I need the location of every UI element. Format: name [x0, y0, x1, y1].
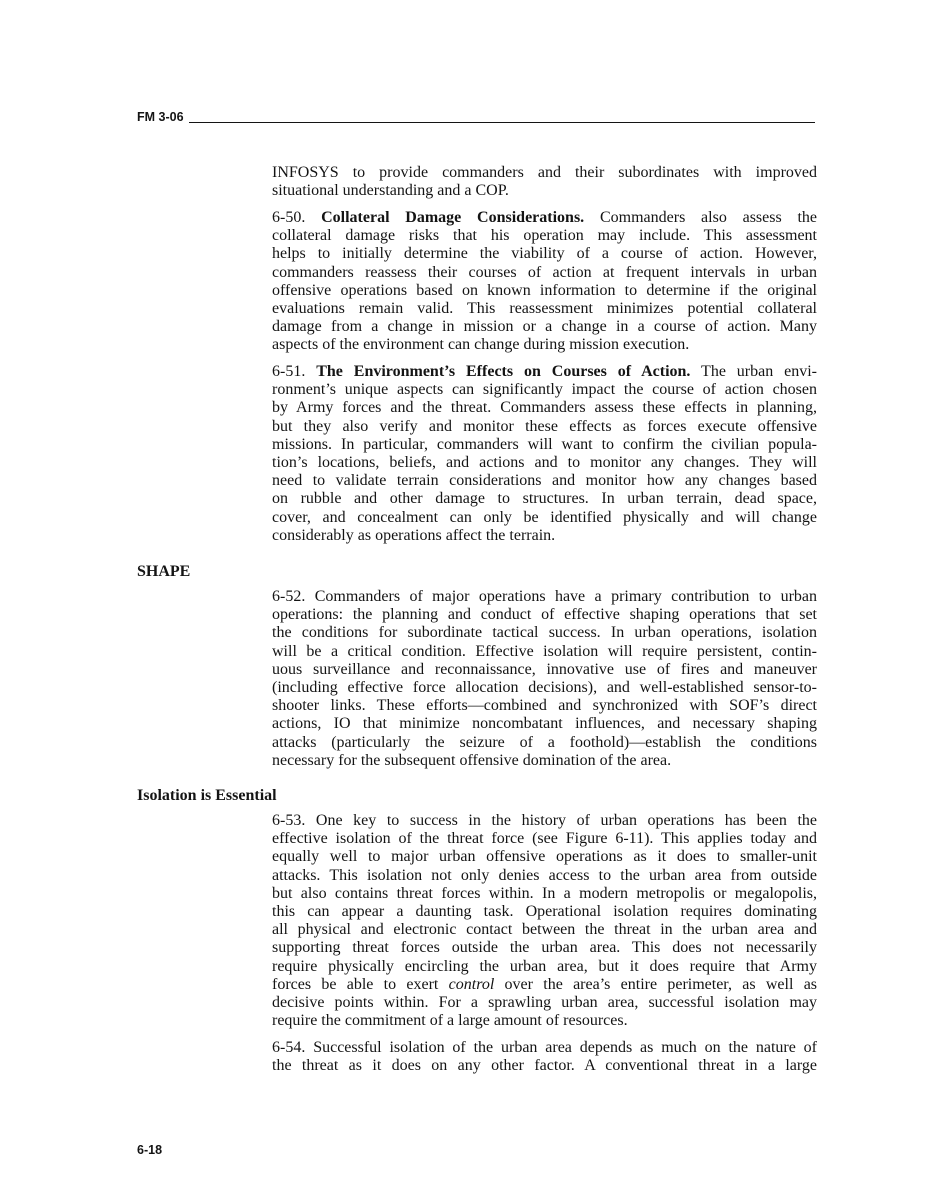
paragraph-6-50	[272, 209, 817, 355]
text-line	[272, 363, 817, 381]
text-line: equally well to major urban offensive operations as it does to smaller-unit	[272, 848, 817, 866]
text-run: forces be able to exert	[272, 975, 439, 993]
text-line: shooter links. These efforts—combined and synchronized with SOF’s direct	[272, 697, 817, 715]
paragraph-number: 6-53.	[272, 812, 306, 829]
text-line: collateral damage risks that his operation may include. This assessment	[272, 227, 817, 245]
text-line: but also contains threat forces within. In a modern metropolis or megalopolis,	[272, 884, 817, 902]
text-line: considerably as operations affect the terrain.	[272, 526, 556, 544]
text-line: by Army forces and the threat. Commanders assess these effects in planning,	[272, 399, 817, 417]
text-line	[272, 1039, 817, 1057]
text-line: all physical and electronic contact between the threat in the urban area and	[272, 921, 817, 939]
text-line: INFOSYS to provide commanders and their subordinates with improved	[272, 164, 817, 181]
text-line	[272, 976, 817, 994]
text-line	[272, 588, 817, 606]
text-run: The urban envi-	[701, 363, 818, 380]
paragraph-title: The Environment’s Effects on Courses of Action.	[316, 363, 691, 380]
section-heading: SHAPE	[137, 563, 191, 580]
text-line: on rubble and other damage to structures. In urban terrain, dead space,	[272, 490, 817, 508]
paragraph-6-51	[272, 363, 817, 545]
text-line: this can appear a daunting task. Operational isolation requires dominating	[272, 903, 817, 921]
text-line: evaluations remain valid. This reassessment minimizes potential collateral	[272, 300, 817, 318]
text-line: attacks (particularly the seizure of a foothold)—establish the conditions	[272, 733, 817, 751]
text-line: cover, and concealment can only be identified physically and will change	[272, 508, 817, 526]
text-line: decisive points within. For a sprawling urban area, successful isolation may	[272, 994, 817, 1012]
text-line: helps to initially determine the viability of a course of action. However,	[272, 245, 817, 263]
text-line: (including effective force allocation decisions), and well-established sensor-to-	[272, 679, 817, 697]
text-line: ronment’s unique aspects can significantly impact the course of action chosen	[272, 381, 817, 399]
text-line: the conditions for subordinate tactical success. In urban operations, isolation	[272, 624, 817, 642]
paragraph-6-54	[272, 1039, 817, 1075]
paragraph-number: 6-51.	[272, 363, 306, 380]
emphasis-text: control	[448, 975, 495, 993]
text-run: One key to success in the history of urban operations has been the	[315, 812, 818, 829]
header-rule	[189, 122, 815, 123]
paragraph-continued	[272, 164, 817, 200]
text-run: Commanders of major operations have a primary contribution to urban	[314, 588, 818, 605]
text-line: require the commitment of a large amount of resources.	[272, 1012, 628, 1030]
text-line: damage from a change in mission or a change in a course of action. Many	[272, 318, 817, 336]
running-header: FM 3-06	[137, 110, 184, 124]
text-line: effective isolation of the threat force (see Figure 6-11). This applies today and	[272, 830, 817, 848]
text-line: situational understanding and a COP.	[272, 182, 509, 200]
text-line: offensive operations based on known information to determine if the original	[272, 281, 817, 299]
paragraph-number: 6-54.	[272, 1039, 306, 1056]
text-line: but they also verify and monitor these effects as forces execute offensive	[272, 417, 817, 435]
section-heading: Isolation is Essential	[137, 787, 277, 804]
text-line: commanders reassess their courses of action at frequent intervals in urban	[272, 263, 817, 281]
text-run: Successful isolation of the urban area depends as much on the nature of	[313, 1039, 818, 1056]
text-line: tion’s locations, beliefs, and actions and to monitor any changes. They will	[272, 454, 817, 472]
text-line: require physically encircling the urban area, but it does require that Army	[272, 957, 817, 975]
text-line: necessary for the subsequent offensive domination of the area.	[272, 751, 672, 769]
text-run: Commanders also assess the	[599, 209, 818, 226]
paragraph-title: Collateral Damage Considerations.	[321, 209, 585, 226]
text-line: will be a critical condition. Effective isolation will require persistent, contin-	[272, 642, 817, 660]
text-line: aspects of the environment can change during mission execution.	[272, 336, 690, 354]
text-line: operations: the planning and conduct of effective shaping operations that set	[272, 606, 817, 624]
text-run: over the area’s entire perimeter, as well as	[504, 975, 818, 993]
text-line: missions. In particular, commanders will want to confirm the civilian popula-	[272, 435, 817, 453]
text-line: supporting threat forces outside the urban area. This does not necessarily	[272, 939, 817, 957]
text-line: attacks. This isolation not only denies access to the urban area from outside	[272, 866, 817, 884]
page-number: 6-18	[137, 1143, 163, 1157]
text-line	[272, 209, 817, 227]
paragraph-number: 6-50.	[272, 209, 306, 226]
paragraph-number: 6-52.	[272, 588, 306, 605]
text-line: uous surveillance and reconnaissance, innovative use of fires and maneuver	[272, 660, 817, 678]
paragraph-6-53	[272, 812, 817, 1030]
text-line: the threat as it does on any other factor. A conventional threat in a large	[272, 1057, 817, 1075]
text-line	[272, 812, 817, 830]
text-line: actions, IO that minimize noncombatant influences, and necessary shaping	[272, 715, 817, 733]
text-line: need to validate terrain considerations and monitor how any changes based	[272, 472, 817, 490]
paragraph-6-52	[272, 588, 817, 770]
